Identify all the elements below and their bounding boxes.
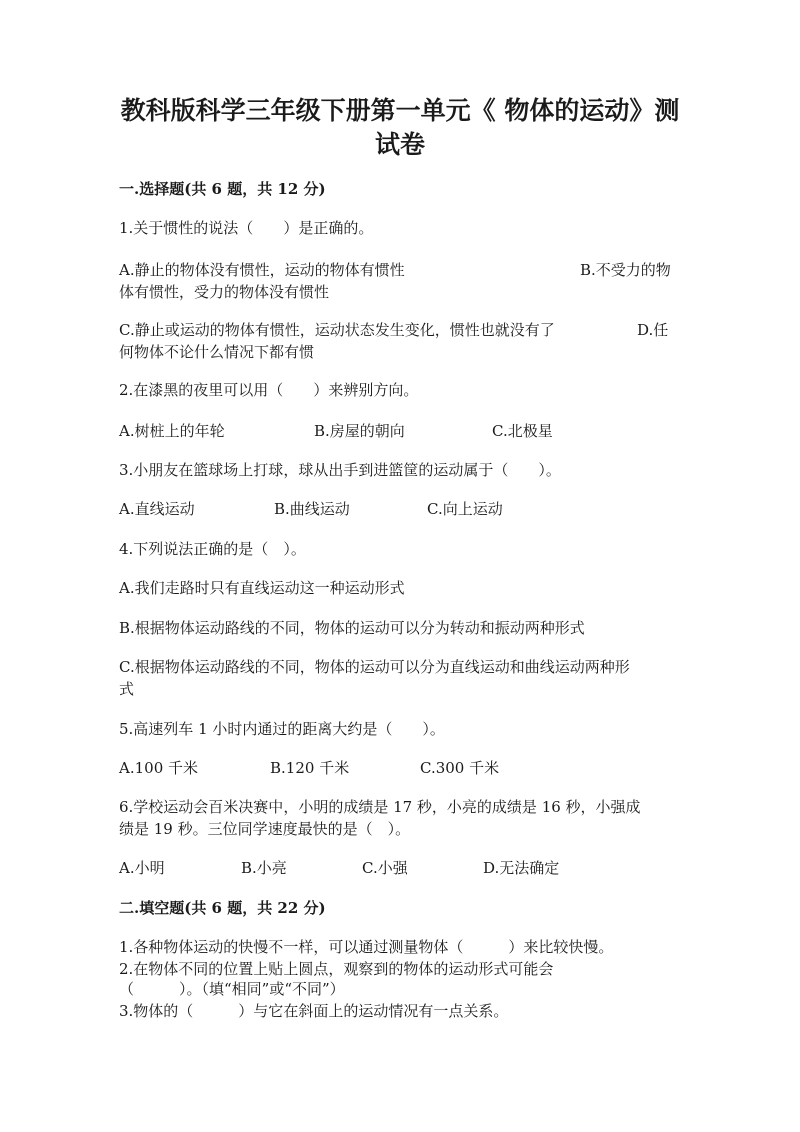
q2-option-c: C.北极星 (492, 422, 553, 440)
fill-item-2-cont: （ ）。（填“相同”或“不同”） (119, 980, 345, 998)
q3-option-a: A.直线运动 (119, 500, 195, 518)
q4-option-c-part2: 式 (119, 680, 135, 698)
q6-option-b: B.小亮 (241, 859, 287, 877)
q5-option-c: C.300 千米 (420, 759, 500, 777)
q1-option-c: C.静止或运动的物体有惯性，运动状态发生变化，惯性也就没有了 (119, 321, 555, 339)
q3-stem: 3.小朋友在篮球场上打球，球从出手到进篮筐的运动属于（ ）。 (119, 461, 561, 479)
section2-heading: 二.填空题(共 6 题，共 22 分) (119, 899, 326, 917)
fill-item-3: 3.物体的（ ）与它在斜面上的运动情况有一点关系。 (119, 1002, 509, 1020)
q2-option-a: A.树桩上的年轮 (119, 422, 225, 440)
q1-option-a: A.静止的物体没有惯性，运动的物体有惯性 (119, 261, 405, 279)
q1-option-b-part2: 体有惯性，受力的物体没有惯性 (119, 283, 330, 301)
q5-stem: 5.高速列车 1 小时内通过的距离大约是（ ）。 (119, 720, 445, 738)
q4-option-a: A.我们走路时只有直线运动这一种运动形式 (119, 579, 405, 597)
q3-option-b: B.曲线运动 (274, 500, 350, 518)
q4-stem: 4.下列说法正确的是（ ）。 (119, 540, 306, 558)
section1-heading: 一.选择题(共 6 题，共 12 分) (119, 180, 326, 198)
q6-option-a: A.小明 (119, 859, 165, 877)
q1-option-d-part1: D.任 (637, 321, 669, 339)
exam-title-line2: 试卷 (374, 130, 425, 159)
q6-option-d: D.无法确定 (483, 859, 560, 877)
q1-option-b-part1: B.不受力的物 (580, 261, 671, 279)
q5-option-a: A.100 千米 (119, 759, 198, 777)
fill-item-2: 2.在物体不同的位置上贴上圆点，观察到的物体的运动形式可能会 (119, 960, 554, 978)
q6-stem-part2: 绩是 19 秒。三位同学速度最快的是（ ）。 (119, 820, 411, 838)
q3-option-c: C.向上运动 (427, 500, 503, 518)
fill-item-1: 1.各种物体运动的快慢不一样，可以通过测量物体（ ）来比较快慢。 (119, 938, 614, 956)
q4-option-c-part1: C.根据物体运动路线的不同，物体的运动可以分为直线运动和曲线运动两种形 (119, 658, 630, 676)
q4-option-b: B.根据物体运动路线的不同，物体的运动可以分为转动和振动两种形式 (119, 619, 585, 637)
exam-title-line1: 教科版科学三年级下册第一单元《 物体的运动》测 (120, 96, 680, 125)
q6-stem-part1: 6.学校运动会百米决赛中，小明的成绩是 17 秒，小亮的成绩是 16 秒，小强成 (119, 798, 641, 816)
q2-option-b: B.房屋的朝向 (314, 422, 405, 440)
q1-stem: 1.关于惯性的说法（ ）是正确的。 (119, 219, 374, 237)
q1-option-d-part2: 何物体不论什么情况下都有惯 (119, 343, 315, 361)
q5-option-b: B.120 千米 (270, 759, 350, 777)
q2-stem: 2.在漆黑的夜里可以用（ ）来辨别方向。 (119, 381, 419, 399)
q6-option-c: C.小强 (362, 859, 408, 877)
